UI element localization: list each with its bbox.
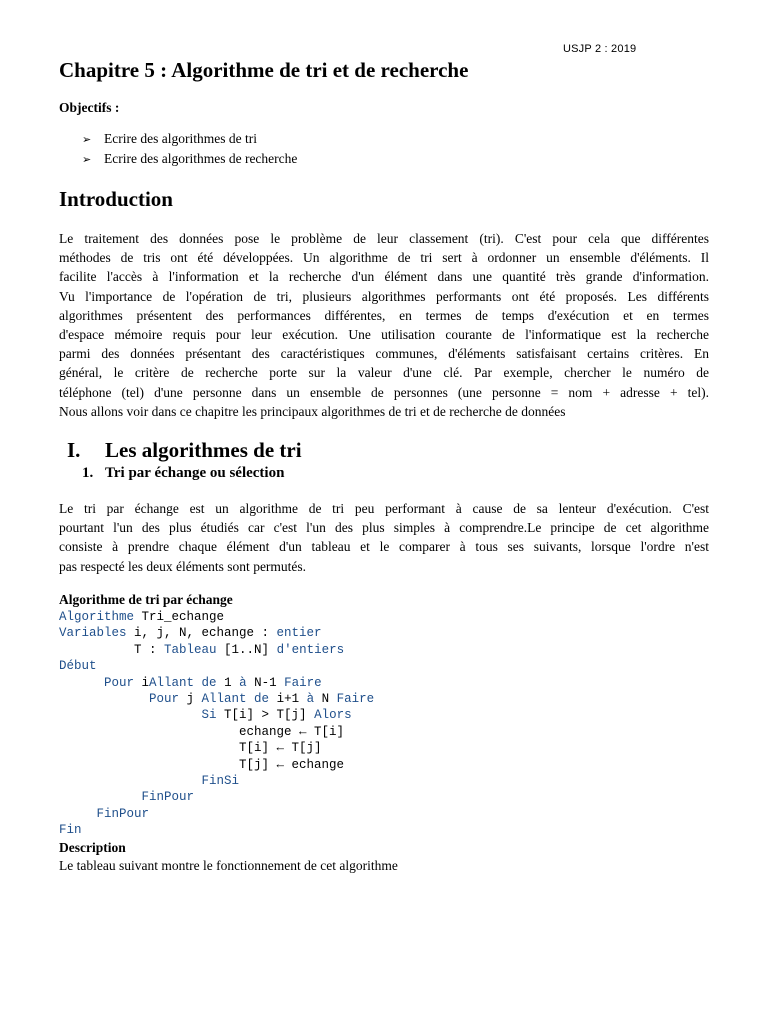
code-keyword: Pour [104, 675, 135, 690]
code-keyword: Faire [284, 675, 322, 690]
code-text: T[i] > T[j] [216, 708, 315, 723]
code-text [59, 708, 202, 722]
arrow-bullet-icon: ➢ [82, 153, 92, 166]
code-text [59, 692, 149, 706]
code-keyword: Tableau [164, 642, 217, 657]
algorithm-code-block [59, 609, 374, 838]
code-line [59, 642, 374, 658]
code-line [59, 789, 374, 805]
code-keyword: entier [276, 626, 322, 641]
text-line: algorithmes présentent des performances différentes, en termes de temps d'exécution et en termes [59, 307, 709, 323]
code-text: N [314, 691, 337, 706]
code-line [59, 822, 374, 838]
code-line [59, 691, 374, 707]
code-line [59, 658, 374, 674]
code-keyword: FinSi [201, 773, 240, 788]
text-line: parmi des données présentant des caractéristiques communes, d'éléments satisfaisant certains critères. En [59, 346, 709, 362]
text-line: Vu l'importance de l'opération de tri, plusieurs algorithmes performants ont été proposés. Les différents [59, 288, 709, 304]
code-line [59, 806, 374, 822]
subsection-heading [82, 465, 284, 482]
code-keyword: Pour [149, 691, 180, 706]
objectives-label: Objectifs : [59, 100, 120, 115]
code-keyword: Variables [59, 626, 127, 641]
text-line: pas respecté les deux éléments sont permutés. [59, 558, 307, 574]
code-keyword: Allant de [201, 691, 270, 706]
text-line: général, le critère de recherche porte sur la valeur d'une clé. Par exemple, chercher le numéro de [59, 365, 709, 381]
code-text: [1..N] [216, 642, 277, 657]
text-line: facilite l'accès à l'information et la recherche d'un élément dans une quantité très grande d'information. [59, 269, 709, 285]
code-keyword: Si [201, 708, 217, 723]
introduction-heading: Introduction [59, 187, 173, 211]
description-text: Le tableau suivant montre le fonctionnement de cet algorithme [59, 858, 398, 873]
introduction-paragraph [59, 229, 709, 421]
code-text [59, 790, 142, 804]
code-text: j [179, 691, 202, 706]
code-text [59, 807, 97, 821]
section-number: I. [67, 438, 81, 462]
code-keyword: Algorithme [59, 610, 135, 624]
code-text: Tri_echange [134, 610, 225, 624]
code-keyword: à [239, 675, 247, 690]
code-keyword: FinPour [141, 790, 195, 805]
code-text: 1 [216, 675, 240, 690]
text-line: pourtant l'un des plus étudiés car c'est l'un des plus simples à comprendre.Le principe de cet algorithme [59, 520, 709, 536]
text-line: consiste à prendre chaque élément d'un tableau et le comparer à tous ses suivants, lorsque l'ordre n'est [59, 539, 709, 555]
code-line [59, 609, 374, 625]
arrow-bullet-icon: ➢ [82, 133, 92, 146]
code-text: N-1 [246, 675, 285, 690]
chapter-title: Chapitre 5 : Algorithme de tri et de recherche [59, 58, 469, 82]
objectives-list [82, 131, 297, 171]
code-line [59, 675, 374, 691]
code-keyword: FinPour [96, 806, 150, 821]
description-heading: Description [59, 840, 126, 855]
text-line: méthodes de tris ont été développées. Un algorithme de tri sert à ordonner un ensemble d'éléments. Il [59, 250, 709, 266]
code-keyword: Alors [314, 708, 352, 723]
code-line [59, 724, 374, 740]
code-line [59, 757, 374, 773]
code-keyword: Faire [336, 691, 375, 706]
text-line: Le tri par échange est un algorithme de tri peu performant à cause de sa lenteur d'exécution. C'est [59, 501, 709, 516]
code-keyword: Fin [59, 823, 82, 838]
code-keyword: Début [59, 659, 97, 674]
code-keyword: d'entiers [276, 642, 345, 657]
objective-item: ➢ Ecrire des algorithmes de recherche [82, 151, 298, 166]
code-text: i [134, 675, 150, 690]
code-keyword: Allant de [149, 675, 217, 690]
code-line [59, 740, 374, 756]
text-line: d'espace mémoire requis pour leur exécution. Une utilisation courante de l'informatique est la recherche [59, 326, 709, 342]
section-heading [67, 438, 302, 463]
code-text: echange ← T[i] [59, 724, 345, 739]
page-header-right: USJP 2 : 2019 [563, 43, 637, 55]
text-line: Le traitement des données pose le problème de leur classement (tri). C'est pour cela que différentes [59, 231, 709, 246]
code-line [59, 707, 374, 723]
code-keyword: à [306, 691, 315, 706]
text-line: téléphone (tel) d'une personne dans un ensemble de personnes (une personne = nom + adresse + tel). [59, 384, 709, 400]
subsection-title: Tri par échange ou sélection [105, 465, 285, 481]
code-text [59, 774, 202, 788]
subsection-paragraph [59, 499, 709, 576]
code-text [59, 676, 104, 690]
code-line [59, 625, 374, 641]
algorithm-title: Algorithme de tri par échange [59, 592, 233, 607]
code-text: i+1 [269, 691, 307, 706]
objective-item: ➢ Ecrire des algorithmes de tri [82, 131, 257, 146]
code-text: T : [59, 642, 165, 657]
code-line [59, 773, 374, 789]
section-title: Les algorithmes de tri [105, 438, 302, 462]
code-text: T[i] ← T[j] [59, 741, 322, 756]
text-line: Nous allons voir dans ce chapitre les principaux algorithmes de tri et de recherche de données [59, 403, 566, 419]
code-text: i, j, N, echange : [126, 626, 277, 641]
subsection-number: 1. [82, 465, 94, 481]
code-text: T[j] ← echange [59, 757, 345, 772]
